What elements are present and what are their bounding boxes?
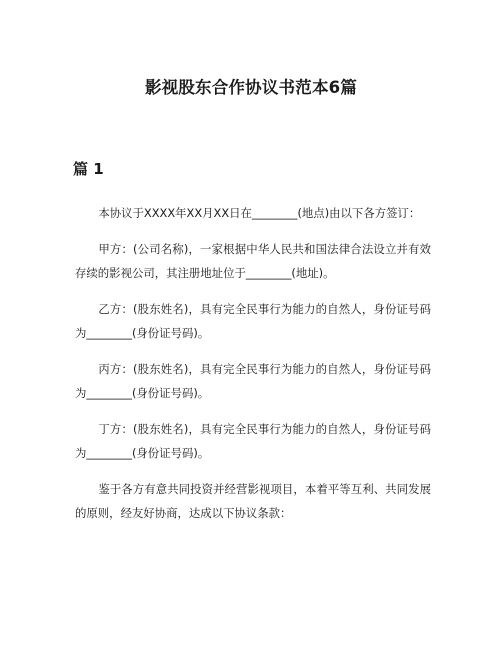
paragraph-party-b: 乙方：(股东姓名)，具有完全民事行为能力的自然人，身份证号码为________(身份证号码)。 — [75, 302, 431, 340]
paragraph-party-d: 丁方：(股东姓名)，具有完全民事行为能力的自然人，身份证号码为________(身份证号码)。 — [75, 422, 431, 460]
document-body — [75, 201, 431, 537]
paragraph-recital: 鉴于各方有意共同投资并经营影视项目，本着平等互利、共同发展的原则，经友好协商，达成以下协议条款： — [75, 482, 431, 520]
document-title: 影视股东合作协议书范本6篇 — [144, 78, 358, 97]
paragraph-party-a: 甲方：(公司名称)，一家根据中华人民共和国法律合法设立并有效存续的影视公司，其注册地址位于________(地址)。 — [75, 242, 431, 280]
section-heading: 篇 1 — [73, 160, 104, 178]
paragraph-party-c: 丙方：(股东姓名)，具有完全民事行为能力的自然人，身份证号码为________(身份证号码)。 — [75, 362, 431, 400]
paragraph-signing: 本协议于XXXX年XX月XX日在________(地点)由以下各方签订： — [98, 206, 421, 220]
